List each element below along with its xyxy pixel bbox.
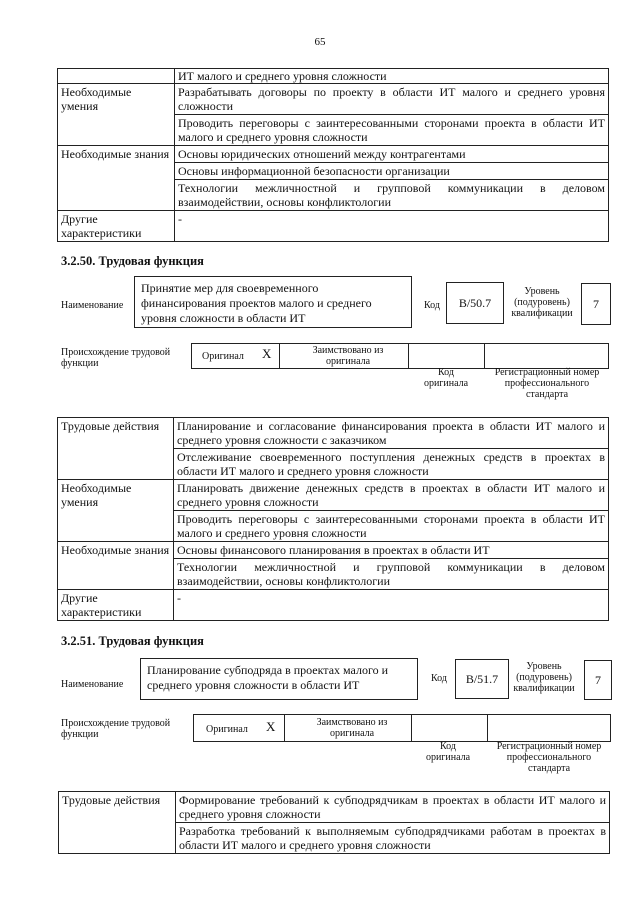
function-name: Принятие мер для своевременного финансирования проектов малого и среднего уровня сложности в области ИТ [141,281,372,325]
original-mark: X [266,719,276,734]
table-cell: Планировать движение денежных средств в проектах в области ИТ малого и среднего уровня сложности [174,480,609,511]
page-number: 65 [314,36,326,48]
function-name: Планирование субподряда в проектах малого и среднего уровня сложности в области ИТ [147,663,389,692]
table-cell: Проводить переговоры с заинтересованными сторонами проекта в области ИТ малого и среднего уровня сложности [174,511,609,542]
section-heading: 3.2.51. Трудовая функция [61,634,204,648]
row-label: Другие характеристики [58,211,175,242]
code-original-label: Код оригинала [425,741,471,763]
row-label: Необходимые умения [58,480,174,542]
original-mark: X [262,346,272,361]
original-label: Оригинал [202,351,244,362]
table-cell: Формирование требований к субподрядчикам в проектах в области ИТ малого и среднего уровня сложности [176,792,610,823]
row-label: Необходимые знания [58,542,174,590]
level-box: 7 [584,660,612,700]
level-label: Уровень (подуровень) квалификации [511,286,573,319]
origin-box [193,714,611,742]
name-label: Наименование [61,300,124,311]
table-cell: Основы юридических отношений между контрагентами [175,146,609,163]
table-cell: Основы информационной безопасности организации [175,163,609,180]
table-cell: Разрабатывать договоры по проекту в области ИТ малого и среднего уровня сложности [175,84,609,115]
reg-number-label: Регистрационный номер профессионального стандарта [494,367,600,400]
code-original-label: Код оригинала [423,367,469,389]
table-cell: Основы финансового планирования в проектах в области ИТ [174,542,609,559]
row-label [58,69,175,84]
table-cell: Технологии межличностной и групповой коммуникации в деловом взаимодействии, основы конфликтологии [174,559,609,590]
function-name-box [140,658,418,700]
code-box: B/51.7 [455,659,509,699]
code-box: B/50.7 [446,282,504,324]
row-label: Трудовые действия [58,418,174,480]
table-cell: Отслеживание своевременного поступления денежных средств в проектах в области ИТ малого и среднего уровня сложности [174,449,609,480]
code-label: Код [431,673,447,684]
row-label: Необходимые умения [58,84,175,146]
function-name-box [134,276,412,328]
skills-table-1 [57,68,609,242]
table-cell: Планирование и согласование финансирования проекта в области ИТ малого и среднего уровня сложности с заказчиком [174,418,609,449]
name-label: Наименование [61,679,124,690]
section-heading: 3.2.50. Трудовая функция [61,254,204,268]
borrowed-label: Заимствовано из оригинала [312,345,384,367]
level-label: Уровень (подуровень) квалификации [513,661,575,694]
table-cell: Проводить переговоры с заинтересованными сторонами проекта в области ИТ малого и среднего уровня сложности [175,115,609,146]
origin-label: Происхождение трудовой функции [61,347,171,369]
reg-number-label: Регистрационный номер профессионального стандарта [496,741,602,774]
code-label: Код [424,300,440,311]
table-cell: Разработка требований к выполняемым субподрядчиками работам в проектах в области ИТ малого и среднего уровня сложности [176,823,610,854]
skills-table-2 [57,417,609,621]
original-label: Оригинал [206,724,248,735]
level-box: 7 [581,283,611,325]
table-cell: - [174,590,609,621]
borrowed-label: Заимствовано из оригинала [316,717,388,739]
table-cell: - [175,211,609,242]
table-cell: ИТ малого и среднего уровня сложности [175,69,609,84]
origin-label: Происхождение трудовой функции [61,718,171,740]
table-cell: Технологии межличностной и групповой коммуникации в деловом взаимодействии, основы конфликтологии [175,180,609,211]
row-label: Другие характеристики [58,590,174,621]
skills-table-3 [58,791,610,854]
row-label: Необходимые знания [58,146,175,211]
row-label: Трудовые действия [59,792,176,854]
origin-box [191,343,609,369]
